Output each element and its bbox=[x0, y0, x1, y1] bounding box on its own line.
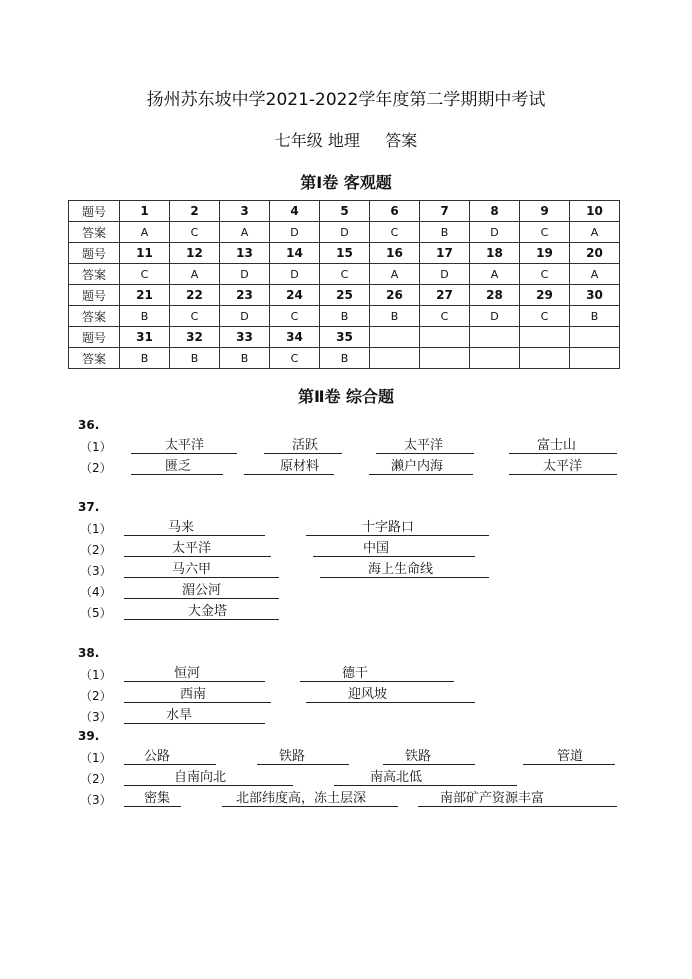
q37-4-answer-a: 湄公河 bbox=[124, 583, 279, 599]
q36-2-answer-a: 匮乏 bbox=[131, 459, 223, 475]
q36-1-answer-b: 活跃 bbox=[264, 438, 342, 454]
question-number-37: 37. bbox=[78, 500, 100, 514]
table-row-answers bbox=[69, 264, 620, 285]
answer-cell bbox=[520, 348, 570, 369]
answer-cell: B bbox=[320, 348, 370, 369]
question-number-cell: 21 bbox=[120, 285, 170, 306]
question-number-cell: 10 bbox=[570, 201, 620, 222]
table-row-answers bbox=[69, 348, 620, 369]
q39-1-answer-d: 管道 bbox=[523, 749, 615, 765]
question-number-cell: 34 bbox=[270, 327, 320, 348]
question-number-cell bbox=[420, 327, 470, 348]
question-number-cell: 29 bbox=[520, 285, 570, 306]
answer-cell: A bbox=[570, 222, 620, 243]
q37-2-answer-a: 太平洋 bbox=[124, 541, 271, 557]
question-number-cell: 22 bbox=[170, 285, 220, 306]
question-number-cell: 5 bbox=[320, 201, 370, 222]
answer-cell: C bbox=[120, 264, 170, 285]
answer-cell: C bbox=[520, 264, 570, 285]
question-number-cell: 17 bbox=[420, 243, 470, 264]
q38-1-answer-a: 恒河 bbox=[124, 666, 265, 682]
question-number-cell: 28 bbox=[470, 285, 520, 306]
question-number-cell: 8 bbox=[470, 201, 520, 222]
document-subtitle: 七年级 地理 答案 bbox=[274, 131, 418, 150]
answer-cell: C bbox=[270, 306, 320, 327]
q39-3-answer-b: 北部纬度高，冻土层深 bbox=[222, 791, 398, 807]
answer-cell: B bbox=[120, 348, 170, 369]
table-row-label: 题号 bbox=[69, 285, 120, 306]
question-number-cell: 19 bbox=[520, 243, 570, 264]
question-number-39: 39. bbox=[78, 729, 100, 743]
question-number-cell: 14 bbox=[270, 243, 320, 264]
q38-row-label-3: （3） bbox=[80, 710, 112, 724]
q37-row-label-3: （3） bbox=[80, 564, 112, 578]
question-number-cell: 20 bbox=[570, 243, 620, 264]
table-row-label: 答案 bbox=[69, 222, 120, 243]
question-number-cell: 26 bbox=[370, 285, 420, 306]
answer-cell: C bbox=[320, 264, 370, 285]
question-number-cell: 32 bbox=[170, 327, 220, 348]
answer-cell: C bbox=[270, 348, 320, 369]
q37-1-answer-a: 马来 bbox=[124, 520, 265, 536]
answer-cell: B bbox=[370, 306, 420, 327]
q37-row-label-2: （2） bbox=[80, 543, 112, 557]
section-objective-heading: 第Ⅰ卷 客观题 bbox=[300, 173, 392, 192]
question-number-cell: 16 bbox=[370, 243, 420, 264]
q39-2-answer-b: 南高北低 bbox=[334, 770, 517, 786]
answer-cell: D bbox=[420, 264, 470, 285]
table-row-question-numbers bbox=[69, 201, 620, 222]
q39-2-answer-a: 自南向北 bbox=[124, 770, 293, 786]
q37-row-label-4: （4） bbox=[80, 585, 112, 599]
answer-cell: D bbox=[220, 306, 270, 327]
q37-3-answer-b: 海上生命线 bbox=[320, 562, 489, 578]
q38-2-answer-a: 西南 bbox=[124, 687, 271, 703]
question-number-cell: 3 bbox=[220, 201, 270, 222]
q36-row-label-2: （2） bbox=[80, 461, 112, 475]
q37-2-answer-b: 中国 bbox=[313, 541, 475, 557]
question-number-cell: 24 bbox=[270, 285, 320, 306]
answer-cell: B bbox=[320, 306, 370, 327]
q36-1-answer-a: 太平洋 bbox=[131, 438, 237, 454]
q39-3-answer-c: 南部矿产资源丰富 bbox=[418, 791, 617, 807]
table-row-label: 答案 bbox=[69, 348, 120, 369]
q36-1-answer-d: 富士山 bbox=[509, 438, 617, 454]
question-number-cell: 12 bbox=[170, 243, 220, 264]
question-number-cell: 13 bbox=[220, 243, 270, 264]
q36-2-answer-d: 太平洋 bbox=[509, 459, 617, 475]
q36-row-label-1: （1） bbox=[80, 440, 112, 454]
table-row-answers bbox=[69, 222, 620, 243]
question-number-cell: 9 bbox=[520, 201, 570, 222]
question-number-cell: 33 bbox=[220, 327, 270, 348]
q36-1-answer-c: 太平洋 bbox=[376, 438, 474, 454]
answer-cell bbox=[370, 348, 420, 369]
answer-cell: D bbox=[470, 222, 520, 243]
q39-1-answer-a: 公路 bbox=[124, 749, 216, 765]
question-number-cell: 23 bbox=[220, 285, 270, 306]
q39-1-answer-c: 铁路 bbox=[383, 749, 475, 765]
question-number-cell bbox=[370, 327, 420, 348]
q38-row-label-2: （2） bbox=[80, 689, 112, 703]
answer-cell: C bbox=[520, 306, 570, 327]
answer-cell: C bbox=[520, 222, 570, 243]
question-number-cell: 35 bbox=[320, 327, 370, 348]
answer-cell: D bbox=[270, 264, 320, 285]
question-number-cell: 11 bbox=[120, 243, 170, 264]
table-row-label: 答案 bbox=[69, 264, 120, 285]
q39-row-label-2: （2） bbox=[80, 772, 112, 786]
answer-cell bbox=[570, 348, 620, 369]
document-title: 扬州苏东坡中学2021-2022学年度第二学期期中考试 bbox=[146, 90, 546, 110]
answer-cell: A bbox=[370, 264, 420, 285]
q37-row-label-5: （5） bbox=[80, 606, 112, 620]
question-number-cell: 27 bbox=[420, 285, 470, 306]
question-number-cell bbox=[520, 327, 570, 348]
q36-2-answer-b: 原材料 bbox=[244, 459, 334, 475]
question-number-cell: 1 bbox=[120, 201, 170, 222]
question-number-cell: 15 bbox=[320, 243, 370, 264]
answer-cell: D bbox=[270, 222, 320, 243]
answer-table bbox=[68, 200, 620, 369]
q39-3-answer-a: 密集 bbox=[124, 791, 181, 807]
answer-cell: A bbox=[170, 264, 220, 285]
question-number-cell bbox=[570, 327, 620, 348]
question-number-cell: 31 bbox=[120, 327, 170, 348]
answer-cell: C bbox=[370, 222, 420, 243]
table-row-label: 题号 bbox=[69, 243, 120, 264]
answer-cell bbox=[470, 348, 520, 369]
q36-2-answer-c: 濑户内海 bbox=[369, 459, 473, 475]
q37-row-label-1: （1） bbox=[80, 522, 112, 536]
q38-row-label-1: （1） bbox=[80, 668, 112, 682]
q37-1-answer-b: 十字路口 bbox=[306, 520, 489, 536]
table-row-question-numbers bbox=[69, 285, 620, 306]
question-number-cell: 7 bbox=[420, 201, 470, 222]
section-comprehensive-heading: 第Ⅱ卷 综合题 bbox=[297, 387, 395, 406]
answer-cell: A bbox=[570, 264, 620, 285]
q39-row-label-3: （3） bbox=[80, 793, 112, 807]
table-row-question-numbers bbox=[69, 243, 620, 264]
q38-3-answer-a: 水旱 bbox=[124, 708, 265, 724]
q37-3-answer-a: 马六甲 bbox=[124, 562, 279, 578]
question-number-cell: 6 bbox=[370, 201, 420, 222]
q39-1-answer-b: 铁路 bbox=[257, 749, 349, 765]
answer-cell: D bbox=[320, 222, 370, 243]
table-row-label: 题号 bbox=[69, 327, 120, 348]
table-row-answers bbox=[69, 306, 620, 327]
answer-cell bbox=[420, 348, 470, 369]
answer-cell: A bbox=[470, 264, 520, 285]
answer-cell: A bbox=[220, 222, 270, 243]
answer-cell: D bbox=[220, 264, 270, 285]
table-row-question-numbers bbox=[69, 327, 620, 348]
q38-1-answer-b: 德干 bbox=[300, 666, 454, 682]
answer-cell: B bbox=[420, 222, 470, 243]
answer-cell: B bbox=[120, 306, 170, 327]
question-number-cell bbox=[470, 327, 520, 348]
question-number-cell: 2 bbox=[170, 201, 220, 222]
q38-2-answer-b: 迎风坡 bbox=[306, 687, 475, 703]
answer-cell: C bbox=[420, 306, 470, 327]
answer-cell: B bbox=[570, 306, 620, 327]
table-row-label: 题号 bbox=[69, 201, 120, 222]
answer-cell: D bbox=[470, 306, 520, 327]
answer-cell: B bbox=[220, 348, 270, 369]
question-number-cell: 30 bbox=[570, 285, 620, 306]
answer-cell: B bbox=[170, 348, 220, 369]
q37-5-answer-a: 大金塔 bbox=[124, 604, 279, 620]
question-number-36: 36. bbox=[78, 418, 100, 432]
question-number-38: 38. bbox=[78, 646, 100, 660]
question-number-cell: 25 bbox=[320, 285, 370, 306]
question-number-cell: 4 bbox=[270, 201, 320, 222]
answer-cell: C bbox=[170, 222, 220, 243]
table-row-label: 答案 bbox=[69, 306, 120, 327]
answer-cell: C bbox=[170, 306, 220, 327]
q39-row-label-1: （1） bbox=[80, 751, 112, 765]
answer-cell: A bbox=[120, 222, 170, 243]
question-number-cell: 18 bbox=[470, 243, 520, 264]
